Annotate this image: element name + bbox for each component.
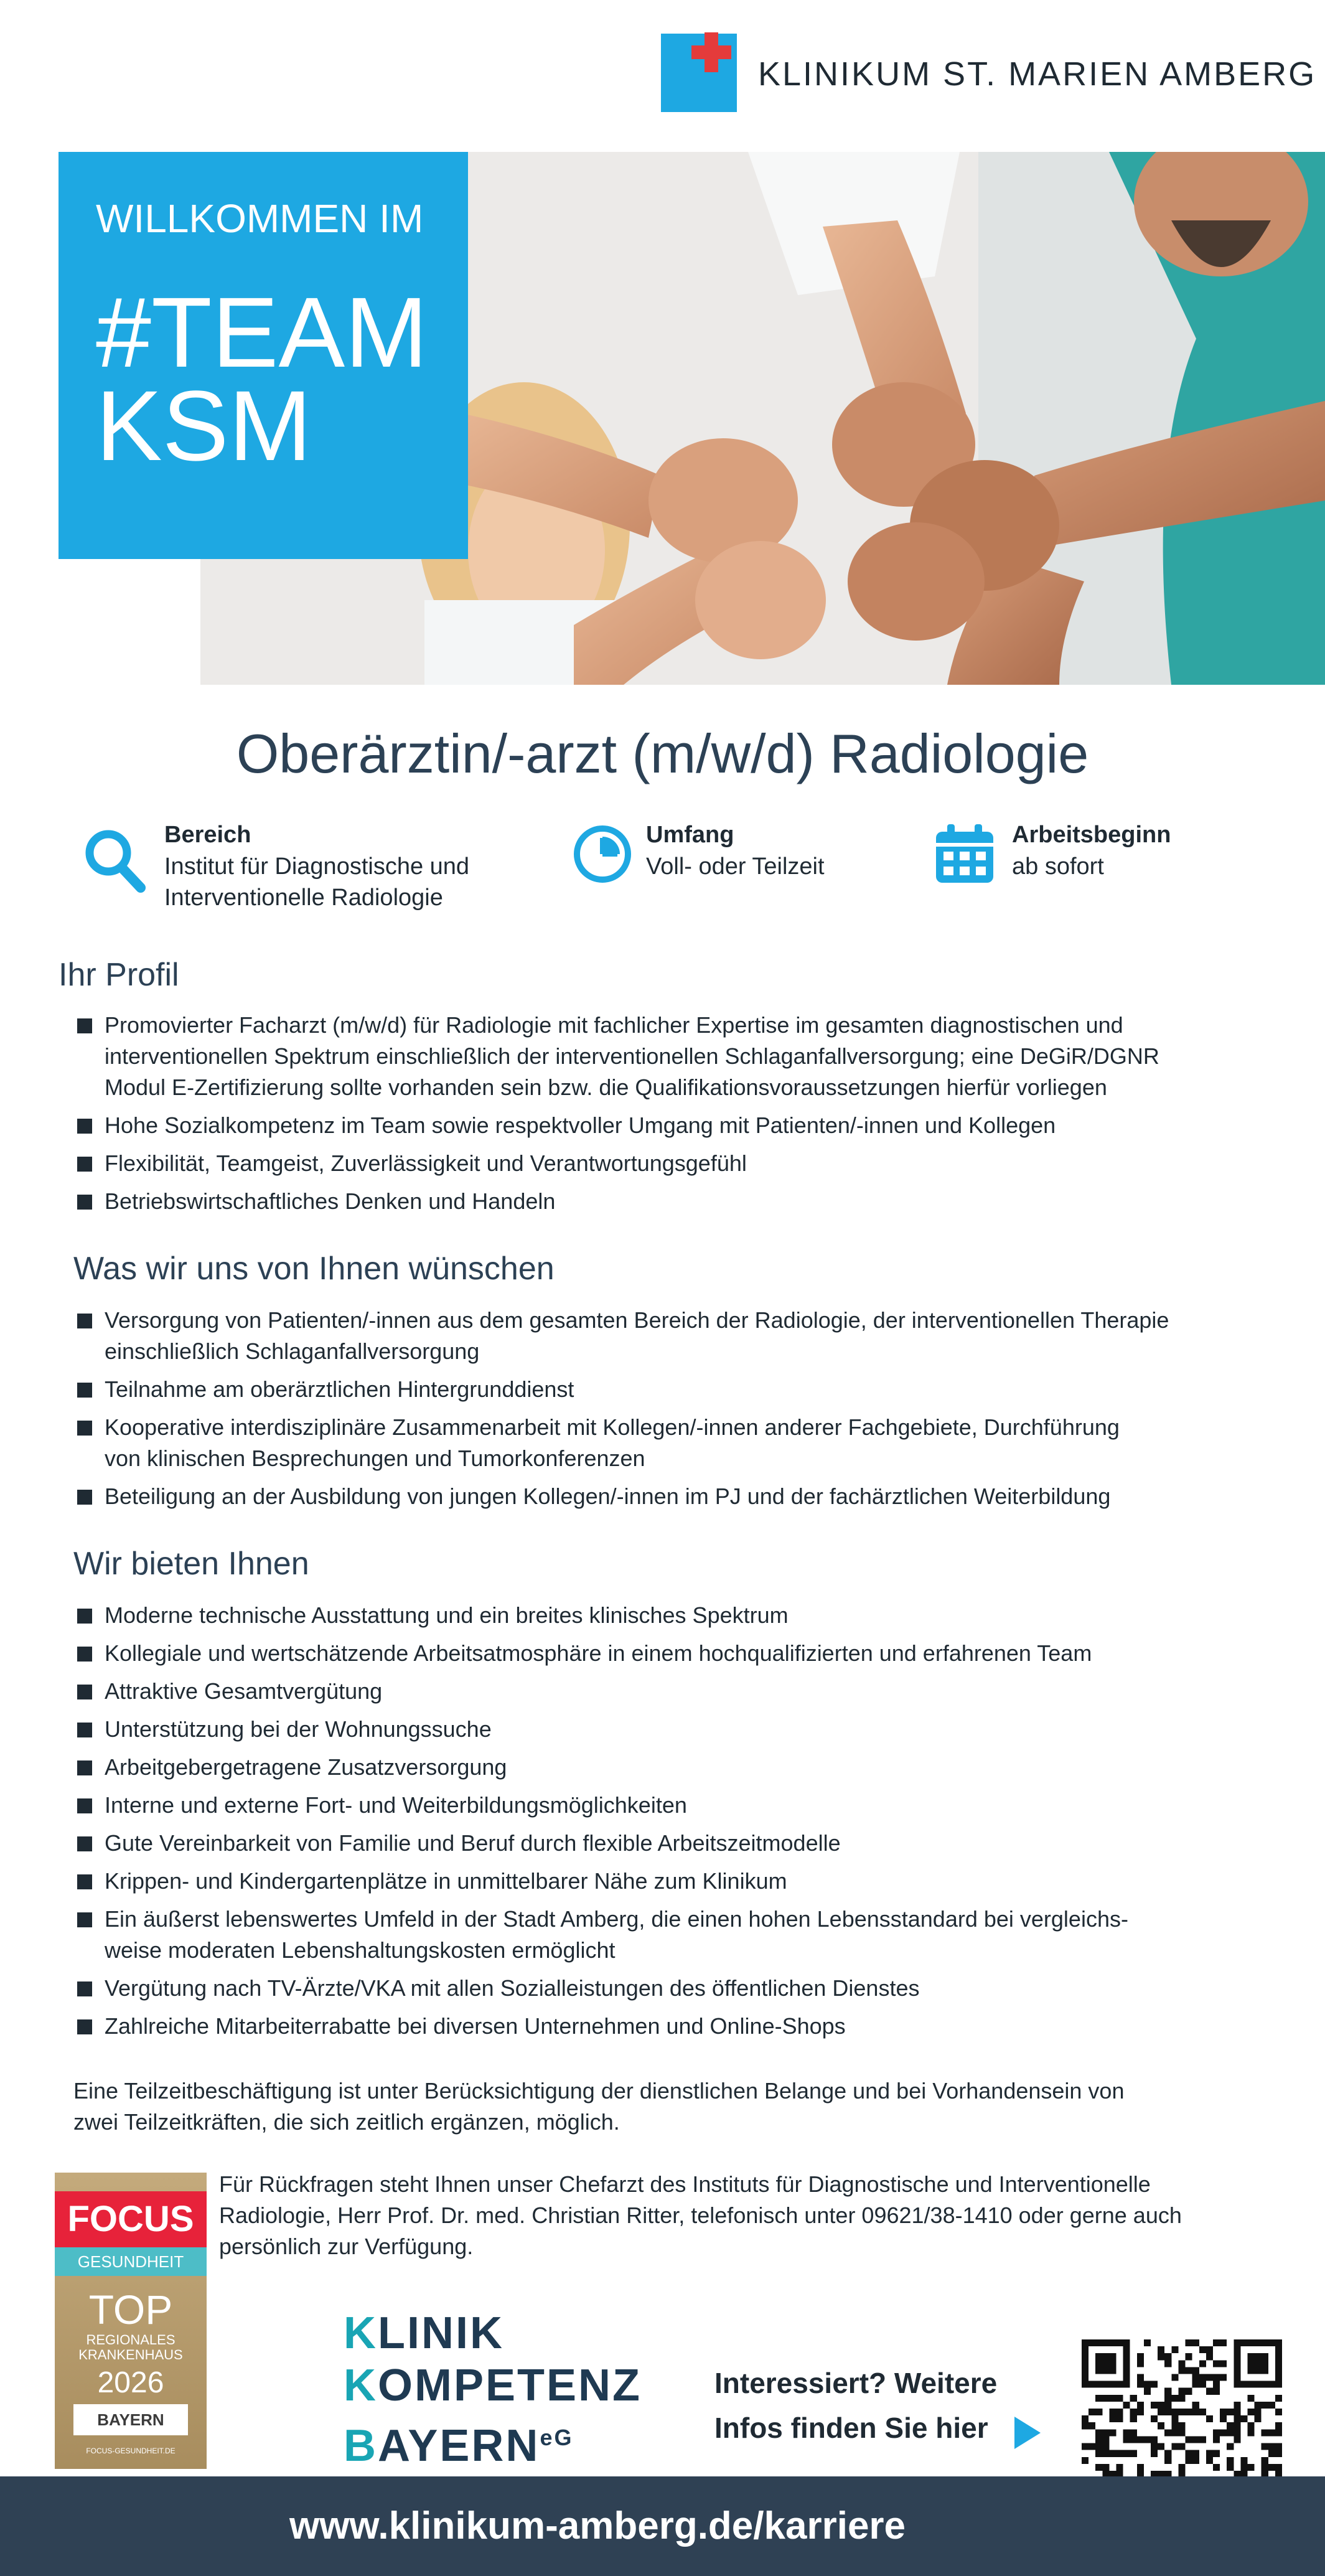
fact-title-umfang: Umfang [646, 822, 734, 848]
bullet-square [77, 1836, 92, 1851]
bullet-square [77, 1018, 92, 1033]
list-item: Ein äußerst lebenswertes Umfeld in der Stadt Amberg, die einen hohen Lebensstandard bei vergleichs- weise moderaten Lebenshaltungskosten ermöglicht [59, 1904, 1291, 1966]
list-item: Vergütung nach TV-Ärzte/VKA mit allen Sozialleistungen des öffentlichen Dienstes [59, 1973, 1291, 2004]
offers-list [59, 1600, 1291, 2049]
focus-brand: FOCUS [55, 2191, 207, 2247]
list-item: Unterstützung bei der Wohnungssuche [59, 1714, 1291, 1745]
bullet-square [77, 1314, 92, 1328]
fact-title-bereich: Bereich [164, 822, 251, 848]
list-item: Zahlreiche Mitarbeiterrabatte bei diversen Unternehmen und Online-Shops [59, 2011, 1291, 2042]
list-item: Betriebswirtschaftliches Denken und Handeln [59, 1186, 1291, 1217]
focus-top: TOP [88, 2287, 173, 2333]
list-item: Kollegiale und wertschätzende Arbeitsatmosphäre in einem hochqualifizierten und erfahrenen Team [59, 1638, 1291, 1669]
bullet-square [77, 1981, 92, 1996]
fact-line: Institut für Diagnostische und [164, 853, 470, 880]
list-item: Moderne technische Ausstattung und ein breites klinisches Spektrum [59, 1600, 1291, 1631]
logo-cross [691, 45, 731, 59]
section-heading-profil: Ihr Profil [59, 957, 179, 993]
focus-year: 2026 [97, 2366, 164, 2399]
focus-band: GESUNDHEIT [55, 2247, 207, 2276]
bullet-square [77, 1647, 92, 1662]
focus-sub1: REGIONALES [86, 2332, 176, 2348]
kkb-logo [344, 2307, 642, 2472]
bullet-square [77, 1723, 92, 1737]
focus-award-badge [55, 2173, 207, 2469]
bullet-square [77, 1421, 92, 1436]
focus-site: FOCUS-GESUNDHEIT.DE [86, 2447, 176, 2455]
cta-line: Infos finden Sie hier [714, 2412, 988, 2444]
bullet-square [77, 1383, 92, 1398]
bullet-square [77, 1874, 92, 1889]
bullet-square [77, 1490, 92, 1505]
fact-text-arbeitsbeginn: ab sofort [1012, 853, 1104, 880]
bullet-square [77, 2019, 92, 2034]
list-item: Teilnahme am oberärztlichen Hintergrunddienst [59, 1374, 1291, 1405]
list-item: Arbeitgebergetragene Zusatzversorgung [59, 1752, 1291, 1783]
clock-icon [571, 823, 634, 888]
parttime-note: Eine Teilzeitbeschäftigung ist unter Berücksichtigung der dienstlichen Belange und bei Vorhandensein von zwei Teilzeitkräften, die sich zeitlich ergänzen, möglich. [73, 2078, 1125, 2135]
fact-title-arbeitsbeginn: Arbeitsbeginn [1012, 822, 1171, 848]
contact-note: Für Rückfragen steht Ihnen unser Chefarzt des Instituts für Diagnostische und Interventionelle Radiologie, Herr Prof. Dr. med. Christian Ritter, telefonisch unter 09621/38-1410 oder gerne auch persönlich zur Verfügung. [219, 2171, 1182, 2259]
list-item: Krippen- und Kindergartenplätze in unmittelbarer Nähe zum Klinikum [59, 1866, 1291, 1897]
focus-region: BAYERN [97, 2410, 164, 2429]
bullet-square [77, 1760, 92, 1775]
section-heading-angebot: Wir bieten Ihnen [73, 1546, 309, 1582]
team-hashtag-line-2: KSM [96, 370, 312, 481]
bullet-square [77, 1119, 92, 1134]
welcome-heading: WILLKOMMEN IM [96, 196, 424, 241]
cta-text [714, 2361, 997, 2450]
bullet-square [77, 1798, 92, 1813]
kkb-line-2: KOMPETENZ [344, 2361, 642, 2410]
bullet-square [77, 1195, 92, 1210]
fact-text-umfang: Voll- oder Teilzeit [646, 853, 825, 880]
fact-line: Interventionelle Radiologie [164, 885, 443, 911]
wishes-list [59, 1305, 1291, 1519]
fact-text-bereich [164, 851, 469, 913]
welcome-box [59, 152, 468, 559]
kkb-line-3: $BAYERN^{eG}$ [344, 2421, 574, 2471]
cta-line: Interessiert? Weitere [714, 2367, 998, 2399]
bullet-square [77, 1685, 92, 1699]
kkb-line-1: KLINIK [344, 2308, 504, 2358]
profile-list [59, 1010, 1291, 1224]
calendar-icon [934, 823, 996, 888]
focus-sub2: KRANKENHAUS [78, 2347, 183, 2362]
career-url-link[interactable]: www.klinikum-amberg.de/karriere [289, 2504, 906, 2547]
list-item: Attraktive Gesamtvergütung [59, 1676, 1291, 1707]
list-item: Versorgung von Patienten/-innen aus dem gesamten Bereich der Radiologie, der interventionellen Therapie einschließlich Schlaganfallversorgung [59, 1305, 1291, 1367]
job-title: Oberärztin/-arzt (m/w/d) Radiologie [236, 723, 1089, 784]
search-icon [83, 828, 146, 896]
list-item: Kooperative interdisziplinäre Zusammenarbeit mit Kollegen/-innen anderer Fachgebiete, Durchführung von klinischen Besprechungen und Tumorkonferenzen [59, 1412, 1291, 1474]
bullet-square [77, 1157, 92, 1172]
org-name: KLINIKUM ST. MARIEN AMBERG [758, 55, 1317, 93]
list-item: Flexibilität, Teamgeist, Zuverlässigkeit und Verantwortungsgefühl [59, 1148, 1291, 1179]
list-item: Promovierter Facharzt (m/w/d) für Radiologie mit fachlicher Expertise im gesamten diagnostischen und interventionellen Spektrum einschließlich der interventionellen Schlaganfallversorgung; eine DeGiR/DGNR Modul E-Zertifizierung sollte vorhanden sein bzw. die Qualifikationsvoraussetzungen hierfür vorliegen [59, 1010, 1291, 1103]
bullet-square [77, 1912, 92, 1927]
section-heading-wuensche: Was wir uns von Ihnen wünschen [73, 1251, 555, 1287]
bullet-square [77, 1609, 92, 1624]
list-item: Hohe Sozialkompetenz im Team sowie respektvoller Umgang mit Patienten/-innen und Kollegen [59, 1110, 1291, 1141]
list-item: Interne und externe Fort- und Weiterbildungsmöglichkeiten [59, 1790, 1291, 1821]
list-item: Gute Vereinbarkeit von Familie und Beruf durch flexible Arbeitszeitmodelle [59, 1828, 1291, 1859]
team-hashtag-line-1: #TEAM [96, 276, 428, 388]
arrow-right-icon [1014, 2417, 1041, 2449]
team-hashtag [96, 276, 428, 481]
list-item: Beteiligung an der Ausbildung von jungen Kollegen/-innen im PJ und der fachärztlichen Weiterbildung [59, 1481, 1291, 1512]
